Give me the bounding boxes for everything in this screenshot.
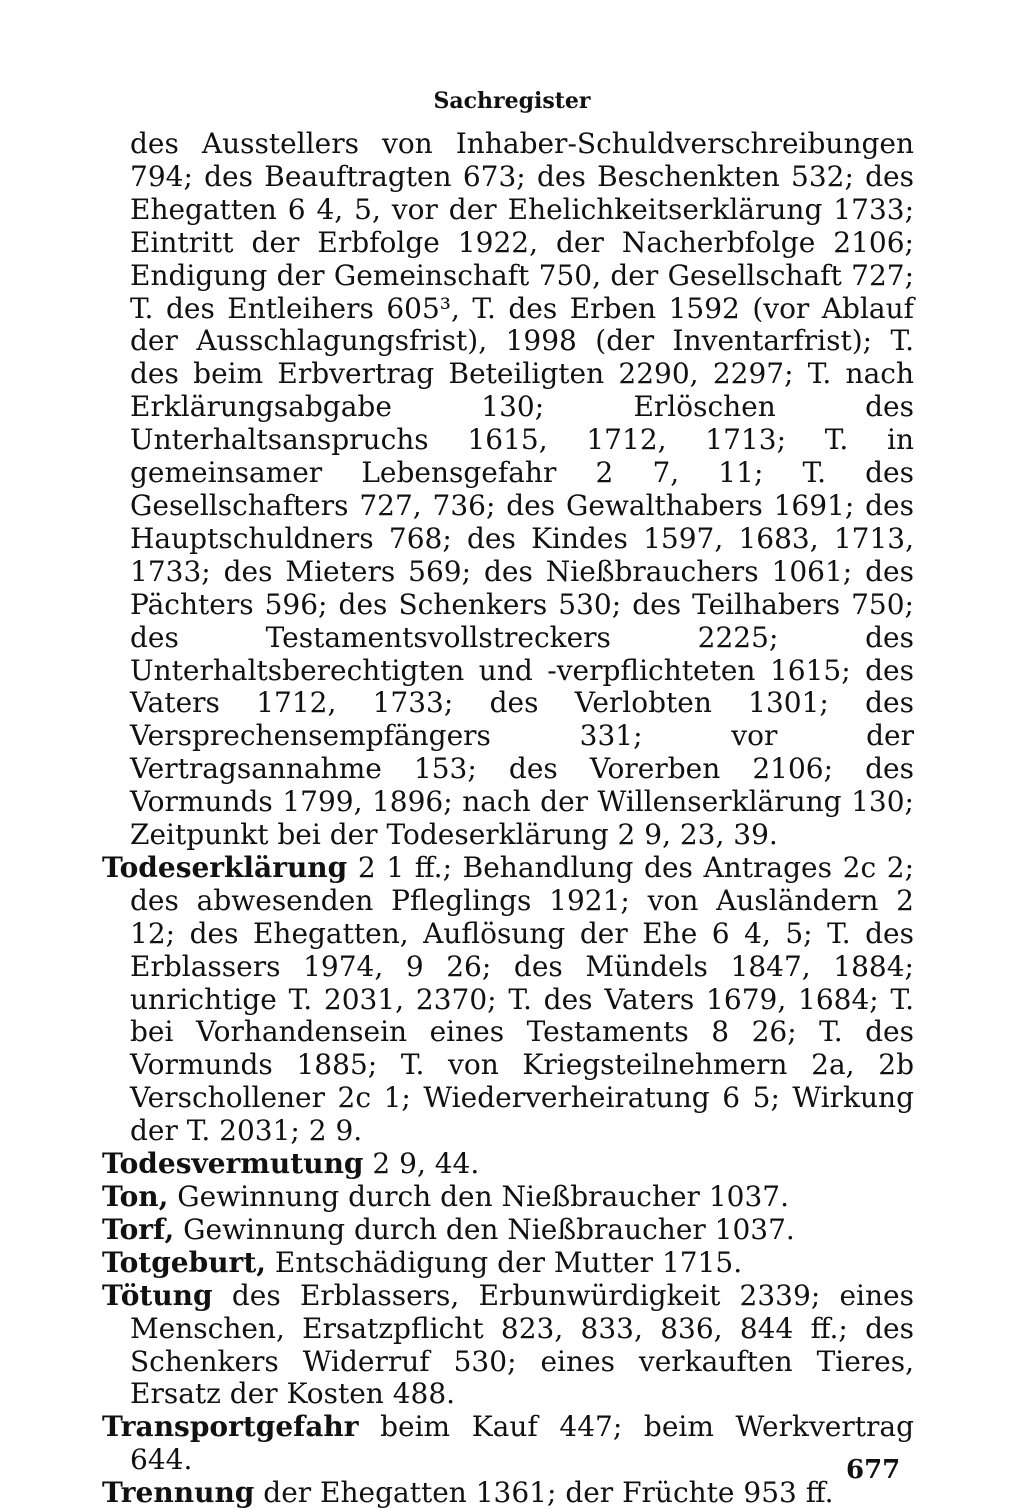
entry-term: Trennung (102, 1476, 255, 1510)
entry-term: Totgeburt, (102, 1245, 266, 1279)
entry-term: Transportgefahr (102, 1410, 359, 1444)
index-column (102, 128, 914, 1510)
entry-term: Ton, (102, 1180, 169, 1213)
entry-continuation: des Ausstellers von Inhaber-Schuldverschreibungen 794; des Beauftragten 673; des Beschenkten 532; des Ehegatten 6 4, 5, vor der Ehelichkeitserklärung 1733; Eintritt der Erbfolge 1922, der Nacherbfolge 2106; Endigung der Gemeinschaft 750, der Gesellschaft 727; T. des Entleihers 605³, T. des Erben 1592 (vor Ablauf der Ausschlagungsfrist), 1998 (der Inventarfrist); T. des beim Erbvertrag Beteiligten 2290, 2297; T. nach Erklärungsabgabe 130; Erlöschen des Unterhaltsanspruchs 1615, 1712, 1713; T. in gemeinsamer Lebensgefahr 2 7, 11; T. des Gesellschafters 727, 736; des Gewalthabers 1691; des Hauptschuldners 768; des Kindes 1597, 1683, 1713, 1733; des Mieters 569; des Nießbrauchers 1061; des Pächters 596; des Schenkers 530; des Teilhabers 750; des Testamentsvollstreckers 2225; des Unterhaltsberechtigten und -verpflichteten 1615; des Vaters 1712, 1733; des Verlobten 1301; des Versprechensempfängers 331; vor der Vertragsannahme 153; des Vorerben 2106; des Vormunds 1799, 1896; nach der Willenserklärung 130; Zeitpunkt bei der Todeserklärung 2 9, 23, 39. (130, 127, 914, 852)
index-entry-totgeburt (102, 1247, 914, 1280)
page-number: 677 (846, 1455, 901, 1485)
entry-text: Entschädigung der Mutter 1715. (266, 1245, 743, 1279)
entry-term: Todeserklärung (102, 850, 348, 884)
index-entry-ton (102, 1181, 914, 1214)
entry-text: Gewinnung durch den Nießbraucher 1037. (168, 1180, 789, 1213)
entry-term: Torf, (102, 1212, 175, 1246)
index-entry-todesvermutung (102, 1148, 914, 1181)
index-entry-transportgefahr (102, 1411, 914, 1477)
index-entry-trennung (102, 1477, 914, 1510)
entry-text: beim Kauf 447; beim Werkvertrag 644. (130, 1410, 914, 1477)
entry-text: des Erblassers, Erbunwürdigkeit 2339; eines Menschen, Ersatzpflicht 823, 833, 836, 844 ff.; des Schenkers Widerruf 530; eines verkauften Tieres, Ersatz der Kosten 488. (130, 1278, 914, 1411)
entry-term: Todesvermutung (102, 1147, 364, 1181)
entry-term: Tötung (102, 1278, 213, 1312)
entry-text: der Ehegatten 1361; der Früchte 953 ff. (254, 1476, 834, 1510)
entry-text: 2 9, 44. (363, 1147, 480, 1181)
index-entry-toetung (102, 1280, 914, 1412)
running-header: Sachregister (433, 88, 591, 114)
index-entry-torf (102, 1214, 914, 1247)
entry-text: 2 1 ff.; Behandlung des Antrages 2c 2; des abwesenden Pfleglings 1921; von Ausländern 2 12; des Ehegatten, Auflösung der Ehe 6 4, 5; T. des Erblassers 1974, 9 26; des Mündels 1847, 1884; unrichtige T. 2031, 2370; T. des Vaters 1679, 1684; T. bei Vorhandensein eines Testaments 8 26; T. des Vormunds 1885; T. von Kriegsteilnehmern 2a, 2b Verschollener 2c 1; Wiederverheiratung 6 5; Wirkung der T. 2031; 2 9. (130, 850, 914, 1148)
entry-text: Gewinnung durch den Nießbraucher 1037. (174, 1212, 795, 1246)
index-entry-todeserklaerung (102, 852, 914, 1148)
